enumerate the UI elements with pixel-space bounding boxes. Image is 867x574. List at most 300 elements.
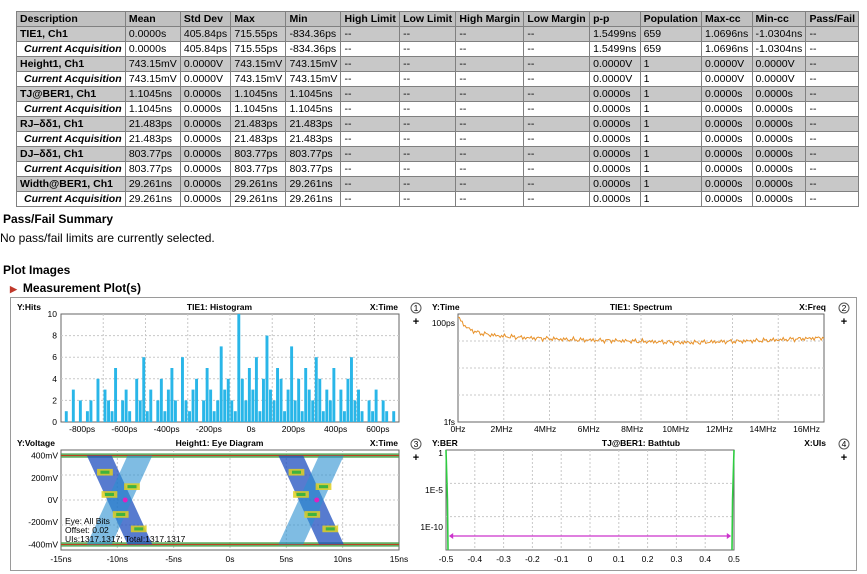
pass-fail-summary-heading: Pass/Fail Summary [3,212,114,226]
zoom-plus-button: + [840,452,848,464]
x-tick-label: 0.5 [728,554,740,564]
table-cell: 0.0000s [180,117,231,132]
column-header: High Limit [341,12,400,27]
table-cell: 1.1045ns [286,102,341,117]
eye-crossing-marker [123,498,128,503]
x-tick-label: 200ps [281,424,305,434]
table-cell: -- [456,177,524,192]
current-acquisition-row [17,162,859,177]
table-cell: 21.483ps [286,132,341,147]
x-tick-label: 0s [246,424,256,434]
histogram-bar [114,368,117,422]
table-cell: 0.0000V [180,57,231,72]
y-axis-label: Y:Hits [17,302,41,312]
table-cell: 0.0000s [125,27,180,42]
table-cell: -- [456,57,524,72]
table-cell: -- [400,117,456,132]
table-cell: -- [400,57,456,72]
histogram-bar [128,411,131,422]
table-cell: 743.15mV [125,72,180,87]
plot-title: TIE1: Spectrum [609,302,673,312]
table-cell: 21.483ps [231,117,286,132]
y-tick-label: 200mV [31,472,58,483]
current-acquisition-row [17,102,859,117]
x-tick-label: 2MHz [490,424,513,434]
histogram-bar [255,357,258,422]
table-cell: 1 [640,162,701,177]
x-tick-label: 10ns [333,554,352,564]
table-cell: -- [806,27,859,42]
histogram-bar [371,411,374,422]
table-cell: 0.0000s [180,87,231,102]
x-tick-label: -5ns [165,554,182,564]
histogram-bar [89,400,92,422]
histogram-bar [104,390,107,422]
x-tick-label: 10MHz [662,424,690,434]
zoom-plus-button: + [412,452,420,464]
table-cell: -- [400,162,456,177]
histogram-bar [244,400,247,422]
table-cell: 1 [640,117,701,132]
table-cell: -- [456,72,524,87]
eye-dense-region [116,513,125,516]
histogram-bar [357,390,360,422]
y-tick-label: 1E-10 [420,522,443,532]
table-cell: 0.0000s [752,117,806,132]
table-cell: 1 [640,147,701,162]
histogram-bar [375,390,378,422]
table-cell: Height1, Ch1 [17,57,126,72]
table-cell: -- [524,72,590,87]
column-header: Description [17,12,126,27]
histogram-bar [227,379,230,422]
table-cell: 0.0000s [180,132,231,147]
table-cell: -- [806,177,859,192]
histogram-bar [65,411,68,422]
table-cell: DJ–δδ1, Ch1 [17,147,126,162]
table-cell: 0.0000s [180,162,231,177]
table-cell: -- [524,132,590,147]
table-cell: 0.0000s [702,117,752,132]
histogram-bar [170,368,173,422]
column-header: Low Limit [400,12,456,27]
histogram-bar [220,346,223,422]
table-cell: 0.0000V [702,57,752,72]
table-cell: -- [400,147,456,162]
table-cell: -- [524,102,590,117]
table-cell: -- [341,177,400,192]
measurement-table [16,11,859,207]
table-cell: 0.0000s [752,192,806,207]
table-cell: -- [400,192,456,207]
histogram-bar [382,400,385,422]
histogram-bar [188,411,191,422]
histogram-bar [223,390,226,422]
histogram-chart [13,300,426,434]
x-tick-label: 6MHz [577,424,600,434]
histogram-bar [160,379,163,422]
y-tick-label: -400mV [28,539,58,550]
table-cell: 0.0000s [702,132,752,147]
plot-number-label: 2 [841,303,847,313]
table-cell: 0.0000V [752,72,806,87]
table-cell: 0.0000s [702,177,752,192]
table-cell: 0.0000s [752,132,806,147]
x-tick-label: 16MHz [793,424,821,434]
table-cell: -- [341,102,400,117]
table-cell: 0.0000s [180,192,231,207]
plot-images-heading: Plot Images [3,263,71,277]
table-cell: -- [400,42,456,57]
table-cell: 29.261ns [231,177,286,192]
table-cell: -- [524,192,590,207]
x-tick-label: -400ps [153,424,180,434]
histogram-bar [139,400,142,422]
histogram-bar [248,368,251,422]
x-tick-label: 0.1 [612,554,625,564]
histogram-plot[interactable] [13,300,426,434]
table-cell: 0.0000s [590,87,640,102]
eye-dense-region [105,493,114,496]
table-cell: 0.0000V [180,72,231,87]
table-cell: -- [806,72,859,87]
histogram-bar [276,368,279,422]
histogram-bar [174,400,177,422]
y-tick-label: 1E-5 [425,485,443,495]
histogram-bar [287,390,290,422]
table-cell: 0.0000s [590,177,640,192]
table-cell: 1.1045ns [231,87,286,102]
eye-dense-region [308,513,317,516]
table-cell: 743.15mV [286,72,341,87]
histogram-bar [329,400,332,422]
table-cell: 803.77ps [231,147,286,162]
table-cell: Current Acquisition [17,192,126,207]
eye-diagram-plot[interactable] [13,436,426,568]
table-cell: 1.0696ns [702,42,752,57]
table-cell: 405.84ps [180,27,231,42]
histogram-bar [308,390,311,422]
table-cell: 0.0000s [590,162,640,177]
table-cell: -- [806,42,859,57]
table-cell: RJ–δδ1, Ch1 [17,117,126,132]
x-tick-label: 8MHz [621,424,644,434]
column-header: Max-cc [702,12,752,27]
table-cell: 21.483ps [286,117,341,132]
table-cell: -- [456,27,524,42]
histogram-bar [301,411,304,422]
x-tick-label: -15ns [50,554,72,564]
table-cell: Current Acquisition [17,42,126,57]
table-cell: 1.5499ns [590,42,640,57]
y-tick-label: 100ps [431,318,455,328]
table-cell: -- [806,102,859,117]
table-cell: 1 [640,72,701,87]
table-cell: 1 [640,87,701,102]
spectrum-plot[interactable] [428,300,854,434]
column-header: High Margin [456,12,524,27]
table-cell: 0.0000s [180,147,231,162]
histogram-bar [315,357,318,422]
x-tick-label: -600ps [111,424,138,434]
x-tick-label: 600ps [366,424,390,434]
table-cell: 0.0000s [752,87,806,102]
histogram-bar [354,400,357,422]
eye-dense-region [326,527,335,530]
table-cell: 743.15mV [231,72,286,87]
current-acquisition-row [17,192,859,207]
table-cell: 743.15mV [286,57,341,72]
histogram-bar [385,411,388,422]
table-cell: 29.261ns [286,177,341,192]
histogram-bar [72,390,75,422]
current-acquisition-row [17,42,859,57]
table-cell: 29.261ns [231,192,286,207]
bathtub-plot[interactable] [420,436,854,568]
histogram-bar [266,336,269,422]
histogram-bar [86,411,89,422]
column-header: Pass/Fail [806,12,859,27]
table-cell: -- [400,27,456,42]
table-cell: 715.55ps [231,27,286,42]
table-cell: -- [400,132,456,147]
table-cell: 715.55ps [231,42,286,57]
x-tick-label: 0.4 [699,554,712,564]
histogram-bar [273,400,276,422]
measurement-plots-heading[interactable] [10,281,141,295]
histogram-bar [202,400,205,422]
table-cell: -- [400,177,456,192]
table-cell: -- [341,132,400,147]
y-tick-label: 0 [52,417,57,427]
histogram-bar [213,411,216,422]
table-cell: -- [806,87,859,102]
x-tick-label: 0.3 [670,554,683,564]
histogram-bar [206,368,209,422]
histogram-bar [125,390,128,422]
bathtub-chart [420,436,854,568]
table-cell: Current Acquisition [17,102,126,117]
eye-crossing-marker [314,498,319,503]
table-cell: -- [341,27,400,42]
histogram-bar [392,411,395,422]
table-cell: 0.0000V [702,72,752,87]
measurement-row [17,57,859,72]
table-cell: 803.77ps [231,162,286,177]
histogram-bar [97,379,100,422]
x-tick-label: 15ns [389,554,409,564]
x-tick-label: -200ps [195,424,222,434]
y-axis-label: Y:Time [432,302,460,312]
table-cell: 1.0696ns [702,27,752,42]
table-cell: -- [524,57,590,72]
table-cell: 21.483ps [125,132,180,147]
histogram-bar [156,400,159,422]
table-cell: -- [456,42,524,57]
plot-title: TJ@BER1: Bathtub [601,438,681,448]
eye-dense-region [296,493,305,496]
table-cell: 0.0000s [752,162,806,177]
table-cell: 0.0000s [180,102,231,117]
table-cell: 0.0000s [702,162,752,177]
histogram-bar [195,379,198,422]
legend-entry: Offset: 0.02 [65,525,109,535]
plots-frame [10,297,857,571]
table-cell: 0.0000V [752,57,806,72]
column-header: Max [231,12,286,27]
x-tick-label: 0Hz [450,424,466,434]
x-tick-label: 14MHz [749,424,777,434]
table-cell: -- [341,42,400,57]
y-tick-label: 2 [52,395,57,406]
histogram-bar [297,379,300,422]
x-tick-label: 0.2 [641,554,654,564]
histogram-bar [290,346,293,422]
pass-fail-message: No pass/fail limits are currently selected. [0,231,215,245]
histogram-bar [181,357,184,422]
eye-dense-region [100,471,109,474]
column-header: Min [286,12,341,27]
plot-title: Height1: Eye Diagram [175,438,264,448]
expand-triangle-icon[interactable]: ▶ [10,284,17,294]
histogram-bar [209,390,212,422]
table-cell: -- [341,147,400,162]
histogram-bar [79,400,82,422]
y-tick-label: 8 [52,330,57,341]
zoom-plus-button: + [412,316,420,328]
table-cell: Width@BER1, Ch1 [17,177,126,192]
table-cell: Current Acquisition [17,162,126,177]
table-cell: 0.0000s [702,102,752,117]
x-tick-label: -0.2 [525,554,540,564]
histogram-bar [332,368,335,422]
table-cell: 0.0000s [702,192,752,207]
table-cell: -- [524,147,590,162]
table-cell: 1 [640,192,701,207]
histogram-bar [237,314,240,422]
x-tick-label: 5ns [279,554,294,564]
table-cell: 743.15mV [231,57,286,72]
table-cell: 0.0000s [590,192,640,207]
eye-dense-region [134,527,143,530]
table-cell: 1.1045ns [125,87,180,102]
histogram-bar [346,379,349,422]
histogram-bar [262,379,265,422]
histogram-bar [216,400,219,422]
table-cell: -- [341,57,400,72]
measurement-row [17,147,859,162]
table-cell: 659 [640,42,701,57]
column-header: Std Dev [180,12,231,27]
table-header-row [17,12,859,27]
histogram-bar [230,400,233,422]
plot-number-label: 1 [413,303,419,313]
table-cell: 0.0000s [590,117,640,132]
table-cell: -- [524,162,590,177]
table-cell: -834.36ps [286,27,341,42]
histogram-bar [350,357,353,422]
histogram-bar [135,379,138,422]
y-tick-label: 4 [52,373,57,384]
histogram-bar [311,400,314,422]
table-cell: -1.0304ns [752,27,806,42]
column-header: Population [640,12,701,27]
table-cell: 1.1045ns [125,102,180,117]
table-cell: -- [400,72,456,87]
x-tick-label: -0.3 [496,554,511,564]
table-cell: 0.0000s [590,132,640,147]
table-cell: 29.261ns [286,192,341,207]
table-cell: 0.0000s [590,102,640,117]
table-cell: -- [806,162,859,177]
histogram-bar [269,390,272,422]
measurement-plots-label: Measurement Plot(s) [22,281,141,295]
table-cell: 659 [640,27,701,42]
table-cell: 405.84ps [180,42,231,57]
y-tick-label: -200mV [28,517,58,528]
measurement-row [17,27,859,42]
x-tick-label: -10ns [106,554,128,564]
histogram-bar [111,411,114,422]
table-cell: -- [806,147,859,162]
histogram-bar [304,368,307,422]
histogram-bar [318,379,321,422]
histogram-bar [283,411,286,422]
table-cell: 1.1045ns [231,102,286,117]
histogram-bar [322,411,325,422]
table-cell: 29.261ns [125,192,180,207]
x-tick-label: 12MHz [705,424,733,434]
y-tick-label: 0V [47,495,58,505]
table-cell: 0.0000V [590,72,640,87]
table-cell: -- [524,117,590,132]
column-header: Low Margin [524,12,590,27]
histogram-bar [343,411,346,422]
table-cell: -- [524,42,590,57]
table-cell: -- [524,177,590,192]
measurement-row [17,117,859,132]
table-cell: 803.77ps [125,147,180,162]
table-cell: 0.0000s [180,177,231,192]
table-cell: 1.1045ns [286,87,341,102]
histogram-bar [339,390,342,422]
x-axis-label: X:Freq [799,302,826,312]
table-cell: -- [806,132,859,147]
histogram-bar [241,379,244,422]
table-cell: -- [456,87,524,102]
x-tick-label: -0.4 [467,554,483,564]
measurement-row [17,87,859,102]
table-cell: 29.261ns [125,177,180,192]
table-cell: 1.5499ns [590,27,640,42]
table-cell: 803.77ps [286,162,341,177]
x-tick-label: 0 [587,554,593,564]
column-header: Mean [125,12,180,27]
histogram-bar [258,411,261,422]
table-cell: -- [456,117,524,132]
y-tick-label: 10 [47,309,57,319]
y-axis-label: Y:Voltage [17,438,55,448]
table-cell: 0.0000s [702,87,752,102]
legend-entry: Eye: All Bits [65,516,110,526]
histogram-bar [142,357,145,422]
histogram-bar [294,400,297,422]
table-cell: Current Acquisition [17,72,126,87]
histogram-bar [368,400,371,422]
histogram-bar [121,400,124,422]
x-tick-label: 400ps [324,424,348,434]
histogram-bar [361,411,364,422]
